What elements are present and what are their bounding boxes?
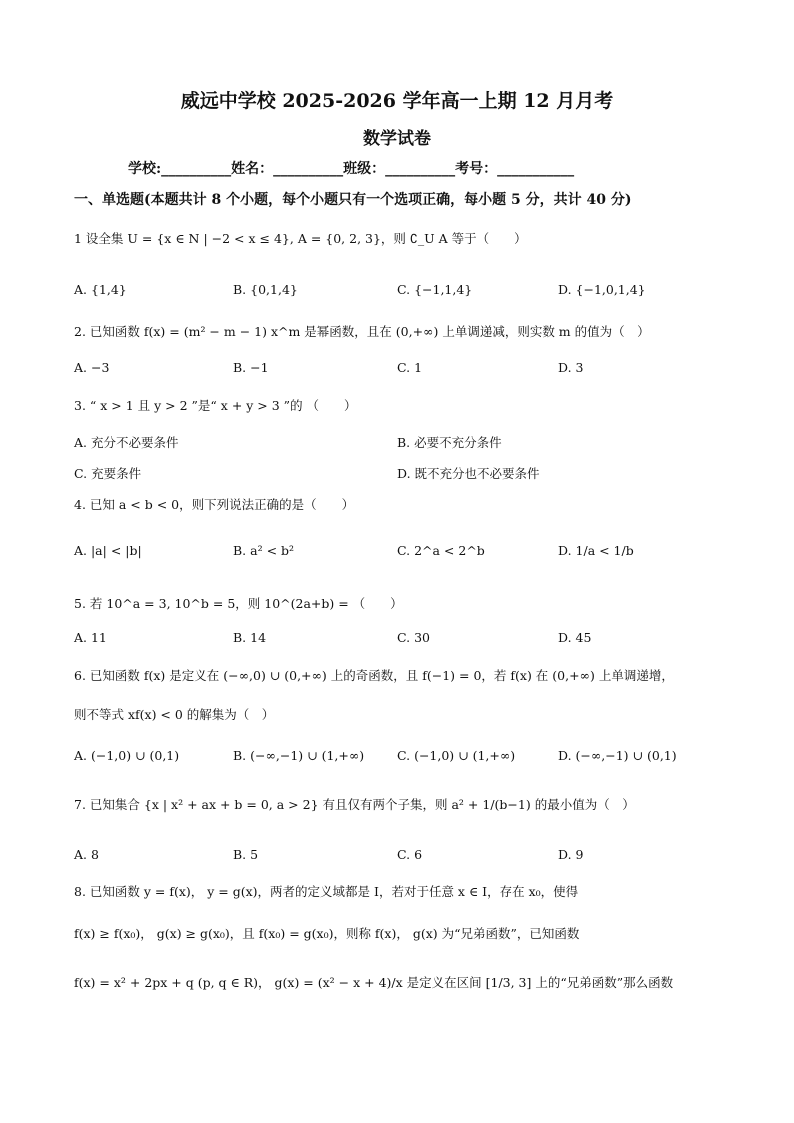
student-info-line: 学校:__________姓名：__________班级：__________考号：___________: [128, 161, 575, 177]
option-b: B. a² < b²: [233, 543, 295, 558]
question-stem: 8. 已知函数 y = f(x)， y = g(x)，两者的定义域都是 I，若对于任意 x ∈ I，存在 x₀，使得: [74, 884, 579, 899]
option-a: A. 11: [74, 630, 107, 645]
option-a: A. 8: [74, 847, 99, 862]
option-b: B. −1: [233, 360, 269, 375]
option-c: C. 6: [397, 847, 423, 862]
question-stem: 1 设全集 U = {x ∈ N | −2 < x ≤ 4}, A = {0, 2, 3}，则 ∁_U A 等于（ ）: [74, 231, 527, 246]
option-b: B. {0,1,4}: [233, 282, 298, 297]
option-d: D. 3: [558, 360, 584, 375]
option-b: B. 14: [233, 630, 267, 645]
option-d: D. 9: [558, 847, 584, 862]
option-c: C. 2^a < 2^b: [397, 543, 485, 558]
option-b: B. (−∞,−1) ∪ (1,+∞): [233, 748, 365, 763]
option-b: B. 5: [233, 847, 259, 862]
option-a: A. (−1,0) ∪ (0,1): [74, 748, 180, 763]
question-stem: 5. 若 10^a = 3, 10^b = 5，则 10^(2a+b) = （ ）: [74, 596, 403, 611]
question-stem-line-3: f(x) = x² + 2px + q (p, q ∈ R)， g(x) = (x² − x + 4)/x 是定义在区间 [1/3, 3] 上的“兄弟函数”那么函数: [74, 975, 674, 990]
option-c: C. 充要条件: [74, 466, 142, 481]
option-d: D. 45: [558, 630, 592, 645]
section-heading: 一、单选题(本题共计 8 个小题，每个小题只有一个选项正确，每小题 5 分，共计 40 分): [74, 192, 632, 208]
question-stem: 2. 已知函数 f(x) = (m² − m − 1) x^m 是幂函数，且在 (0,+∞) 上单调递减，则实数 m 的值为（ ）: [74, 324, 650, 339]
exam-title: 威远中学校 2025-2026 学年高一上期 12 月月考: [180, 90, 614, 112]
question-stem-line-2: f(x) ≥ f(x₀)， g(x) ≥ g(x₀)，且 f(x₀) = g(x₀)，则称 f(x)， g(x) 为“兄弟函数”，已知函数: [74, 926, 580, 941]
option-c: C. (−1,0) ∪ (1,+∞): [397, 748, 516, 763]
option-c: C. {−1,1,4}: [397, 282, 473, 297]
option-d: D. (−∞,−1) ∪ (0,1): [558, 748, 677, 763]
option-d: D. {−1,0,1,4}: [558, 282, 646, 297]
option-a: A. |a| < |b|: [74, 543, 142, 558]
option-a: A. 充分不必要条件: [74, 435, 179, 450]
option-a: A. −3: [74, 360, 110, 375]
option-d: D. 1/a < 1/b: [558, 543, 634, 558]
question-stem-line-2: 则不等式 xf(x) < 0 的解集为（ ）: [74, 707, 275, 722]
option-c: C. 30: [397, 630, 430, 645]
option-c: C. 1: [397, 360, 423, 375]
exam-subtitle: 数学试卷: [363, 129, 431, 149]
option-a: A. {1,4}: [74, 282, 127, 297]
question-stem: 7. 已知集合 {x | x² + ax + b = 0, a > 2} 有且仅有两个子集，则 a² + 1/(b−1) 的最小值为（ ）: [74, 797, 635, 812]
question-stem: 3. “ x > 1 且 y > 2 ”是“ x + y > 3 ”的 （ ）: [74, 398, 357, 413]
option-d: D. 既不充分也不必要条件: [397, 466, 540, 481]
question-stem: 6. 已知函数 f(x) 是定义在 (−∞,0) ∪ (0,+∞) 上的奇函数，且 f(−1) = 0，若 f(x) 在 (0,+∞) 上单调递增，: [74, 668, 674, 683]
question-stem: 4. 已知 a < b < 0，则下列说法正确的是（ ）: [74, 497, 355, 512]
option-b: B. 必要不充分条件: [397, 435, 502, 450]
